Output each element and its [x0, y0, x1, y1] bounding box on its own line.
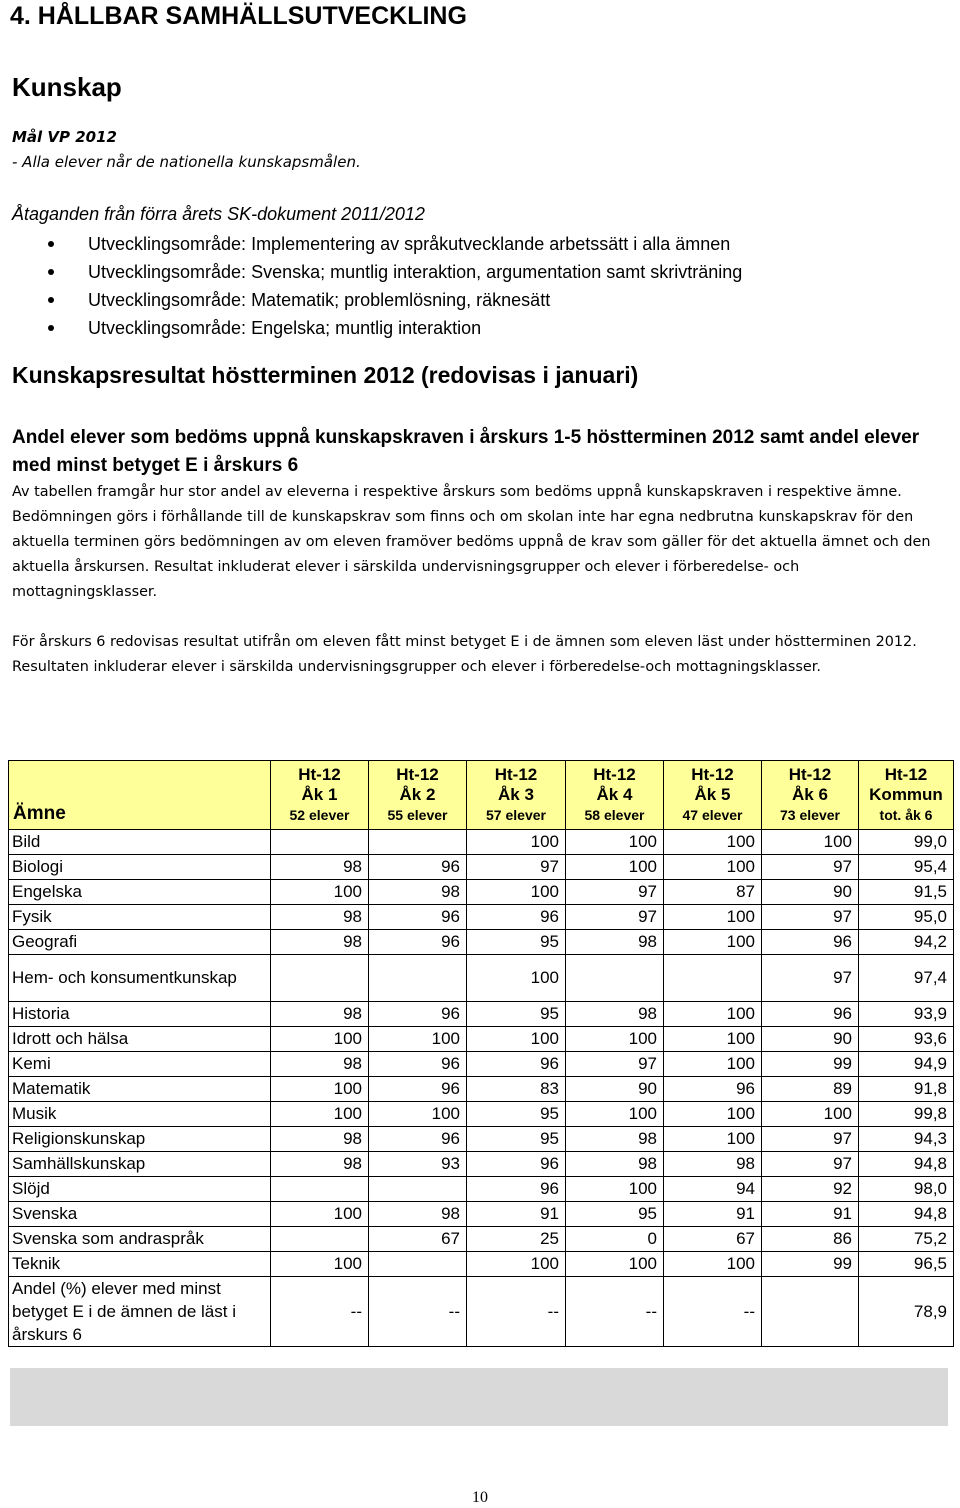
value-cell: 98: [271, 1152, 369, 1177]
results-table: [8, 760, 954, 1347]
commitment-text: Utvecklingsområde: Svenska; muntlig interaktion, argumentation samt skrivträning: [88, 262, 743, 282]
value-cell: 100: [566, 1027, 664, 1052]
table-row: [9, 1052, 954, 1077]
value-cell: [369, 1177, 467, 1202]
column-header-line2: Åk 1: [301, 785, 338, 804]
value-cell: 96: [369, 1127, 467, 1152]
table-row: [9, 955, 954, 1002]
table-row: [9, 880, 954, 905]
value-cell: [271, 1227, 369, 1252]
value-cell: [664, 955, 762, 1002]
value-cell: 91: [762, 1202, 859, 1227]
value-cell: 96: [467, 1152, 566, 1177]
value-cell: 100: [762, 1102, 859, 1127]
value-cell: 94,3: [859, 1127, 954, 1152]
commitment-text: Utvecklingsområde: Implementering av språkutvecklande arbetssätt i alla ämnen: [88, 234, 731, 254]
value-cell: 100: [664, 930, 762, 955]
section-heading: 4. HÅLLBAR SAMHÄLLSUTVECKLING: [10, 2, 467, 30]
value-cell: 100: [467, 880, 566, 905]
value-cell: 99,8: [859, 1102, 954, 1127]
value-cell: 97,4: [859, 955, 954, 1002]
value-cell: 96: [369, 905, 467, 930]
value-cell: 100: [271, 880, 369, 905]
value-cell: 100: [271, 1252, 369, 1277]
table-row: [9, 830, 954, 855]
value-cell: 95: [566, 1202, 664, 1227]
value-cell: 90: [762, 880, 859, 905]
column-header-line2: Åk 4: [596, 785, 633, 804]
value-cell: 98: [566, 1152, 664, 1177]
page-number: 10: [472, 1489, 488, 1506]
value-cell: 100: [664, 1002, 762, 1027]
bullet-icon: [48, 269, 54, 275]
value-cell: 96: [664, 1077, 762, 1102]
column-header-line3: 52 elever: [289, 807, 350, 823]
value-cell: 100: [566, 830, 664, 855]
commitments-list: [46, 230, 742, 342]
value-cell: 95: [467, 1127, 566, 1152]
value-cell: 98: [664, 1152, 762, 1177]
subject-cell: Teknik: [9, 1252, 271, 1277]
subject-cell: Kemi: [9, 1052, 271, 1077]
column-header-line3: tot. åk 6: [879, 807, 933, 823]
value-cell: 25: [467, 1227, 566, 1252]
value-cell: 89: [762, 1077, 859, 1102]
value-cell: 100: [467, 1027, 566, 1052]
value-cell: 67: [664, 1227, 762, 1252]
subject-cell: Geografi: [9, 930, 271, 955]
column-header-line3: 73 elever: [780, 807, 840, 823]
value-cell: 96: [369, 930, 467, 955]
value-cell: 100: [664, 905, 762, 930]
subject-cell: Historia: [9, 1002, 271, 1027]
value-cell: 93,6: [859, 1027, 954, 1052]
goal-title: Mål VP 2012: [12, 128, 117, 146]
table-row: [9, 1002, 954, 1027]
goal-text: - Alla elever når de nationella kunskapsmålen.: [12, 153, 361, 171]
value-cell: 100: [271, 1202, 369, 1227]
value-cell: --: [271, 1277, 369, 1347]
table-body: [9, 761, 954, 1347]
value-cell: 96: [369, 1002, 467, 1027]
value-cell: 100: [664, 1252, 762, 1277]
value-cell: 75,2: [859, 1227, 954, 1252]
table-row: [9, 930, 954, 955]
value-cell: [369, 1252, 467, 1277]
value-cell: 97: [762, 1152, 859, 1177]
column-header: [467, 761, 566, 830]
subject-cell: Biologi: [9, 855, 271, 880]
knowledge-heading: Kunskap: [12, 72, 122, 102]
value-cell: 99: [762, 1052, 859, 1077]
value-cell: 98: [566, 930, 664, 955]
bullet-icon: [48, 241, 54, 247]
value-cell: 100: [467, 830, 566, 855]
value-cell: 94,8: [859, 1202, 954, 1227]
value-cell: 94,8: [859, 1152, 954, 1177]
value-cell: 96: [369, 855, 467, 880]
table-row: [9, 1152, 954, 1177]
subject-column-header: Ämne: [9, 761, 271, 830]
commitment-text: Utvecklingsområde: Matematik; problemlösning, räknesätt: [88, 290, 551, 310]
table-row: [9, 1102, 954, 1127]
column-header-line1: Ht-12: [691, 765, 734, 784]
bullet-icon: [48, 297, 54, 303]
value-cell: --: [467, 1277, 566, 1347]
value-cell: [271, 830, 369, 855]
column-header: [859, 761, 954, 830]
value-cell: [369, 830, 467, 855]
value-cell: 98: [271, 1052, 369, 1077]
value-cell: 96: [369, 1077, 467, 1102]
column-header: [762, 761, 859, 830]
value-cell: 98: [369, 1202, 467, 1227]
value-cell: 97: [566, 880, 664, 905]
commitment-item: [46, 230, 742, 258]
subject-cell: Matematik: [9, 1077, 271, 1102]
value-cell: 97: [566, 905, 664, 930]
value-cell: --: [664, 1277, 762, 1347]
value-cell: 100: [369, 1102, 467, 1127]
table-row: [9, 1227, 954, 1252]
table-header-row: [9, 761, 954, 830]
value-cell: 98: [271, 1002, 369, 1027]
value-cell: 93,9: [859, 1002, 954, 1027]
value-cell: 97: [762, 855, 859, 880]
value-cell: 91: [664, 1202, 762, 1227]
table-row: [9, 855, 954, 880]
subject-cell: Idrott och hälsa: [9, 1027, 271, 1052]
value-cell: 96: [762, 1002, 859, 1027]
value-cell: 100: [566, 1102, 664, 1127]
value-cell: 97: [762, 905, 859, 930]
value-cell: 98: [271, 905, 369, 930]
value-cell: 97: [762, 955, 859, 1002]
value-cell: 98: [566, 1002, 664, 1027]
value-cell: 94: [664, 1177, 762, 1202]
value-cell: 95,4: [859, 855, 954, 880]
value-cell: 98: [271, 930, 369, 955]
value-cell: 100: [664, 1052, 762, 1077]
column-header: [664, 761, 762, 830]
column-header: [271, 761, 369, 830]
subject-cell: Svenska som andraspråk: [9, 1227, 271, 1252]
value-cell: 96,5: [859, 1252, 954, 1277]
value-cell: 95: [467, 1102, 566, 1127]
value-cell: 97: [566, 1052, 664, 1077]
column-header-line3: 57 elever: [486, 807, 546, 823]
value-cell: 100: [664, 855, 762, 880]
value-cell: 91: [467, 1202, 566, 1227]
bullet-icon: [48, 325, 54, 331]
table-row: [9, 1202, 954, 1227]
subject-cell: Engelska: [9, 880, 271, 905]
value-cell: 100: [566, 1252, 664, 1277]
column-header-line1: Ht-12: [788, 765, 832, 784]
table-row: [9, 1277, 954, 1347]
table-row: [9, 1252, 954, 1277]
value-cell: 87: [664, 880, 762, 905]
value-cell: 86: [762, 1227, 859, 1252]
value-cell: 100: [467, 955, 566, 1002]
value-cell: 96: [467, 1177, 566, 1202]
subject-cell: Bild: [9, 830, 271, 855]
value-cell: 95: [467, 1002, 566, 1027]
grade6-paragraph: För årskurs 6 redovisas resultat utifrån om eleven fått minst betyget E i de ämnen som eleven läst under höstterminen 2012. Resultaten inkluderar elever i särskilda undervisningsgrupper och elever i förberedelse-och mottagningsklasser.: [12, 634, 917, 675]
value-cell: [369, 955, 467, 1002]
commitment-item: [46, 286, 742, 314]
column-header-line2: Kommun: [869, 785, 943, 804]
column-header-line2: Åk 6: [792, 785, 828, 804]
value-cell: 98,0: [859, 1177, 954, 1202]
value-cell: --: [566, 1277, 664, 1347]
commitments-title: Åtaganden från förra årets SK-dokument 2011/2012: [12, 204, 425, 224]
value-cell: 97: [762, 1127, 859, 1152]
value-cell: 100: [664, 830, 762, 855]
table-row: [9, 905, 954, 930]
column-header-line1: Ht-12: [593, 765, 636, 784]
value-cell: 96: [467, 905, 566, 930]
column-header: [369, 761, 467, 830]
value-cell: 100: [664, 1027, 762, 1052]
subject-cell: Andel (%) elever med minst betyget E i de ämnen de läst i årskurs 6: [9, 1277, 271, 1347]
column-header-line1: Ht-12: [298, 765, 341, 784]
value-cell: 100: [369, 1027, 467, 1052]
value-cell: 98: [271, 1127, 369, 1152]
value-cell: --: [369, 1277, 467, 1347]
value-cell: 100: [271, 1027, 369, 1052]
subject-cell: Slöjd: [9, 1177, 271, 1202]
value-cell: [271, 955, 369, 1002]
gray-footer-bar: [10, 1368, 948, 1426]
value-cell: 97: [467, 855, 566, 880]
value-cell: 96: [369, 1052, 467, 1077]
table-row: [9, 1077, 954, 1102]
value-cell: 98: [566, 1127, 664, 1152]
table-row: [9, 1177, 954, 1202]
subject-cell: Religionskunskap: [9, 1127, 271, 1152]
value-cell: 67: [369, 1227, 467, 1252]
column-header-line1: Ht-12: [884, 765, 928, 784]
column-header-line1: Ht-12: [396, 765, 439, 784]
value-cell: 100: [664, 1127, 762, 1152]
table-row: [9, 1127, 954, 1152]
value-cell: 94,9: [859, 1052, 954, 1077]
column-header: [566, 761, 664, 830]
column-header-line3: 47 elever: [682, 807, 743, 823]
value-cell: 100: [664, 1102, 762, 1127]
value-cell: 100: [467, 1252, 566, 1277]
value-cell: 0: [566, 1227, 664, 1252]
value-cell: 100: [762, 830, 859, 855]
column-header-line2: Åk 3: [498, 785, 534, 804]
table-heading: Andel elever som bedöms uppnå kunskapskraven i årskurs 1-5 höstterminen 2012 samt andel elever med minst betyget E i årskurs 6: [12, 427, 920, 476]
results-heading: Kunskapsresultat höstterminen 2012 (redovisas i januari): [12, 362, 639, 388]
subject-cell: Fysik: [9, 905, 271, 930]
subject-cell: Hem- och konsumentkunskap: [9, 955, 271, 1002]
value-cell: [271, 1177, 369, 1202]
value-cell: 98: [369, 880, 467, 905]
value-cell: 96: [762, 930, 859, 955]
subject-cell: Musik: [9, 1102, 271, 1127]
value-cell: 91,8: [859, 1077, 954, 1102]
value-cell: 96: [467, 1052, 566, 1077]
value-cell: 100: [271, 1102, 369, 1127]
commitment-text: Utvecklingsområde: Engelska; muntlig interaktion: [88, 318, 482, 338]
value-cell: 99: [762, 1252, 859, 1277]
value-cell: 99,0: [859, 830, 954, 855]
subject-cell: Svenska: [9, 1202, 271, 1227]
column-header-line2: Åk 2: [399, 785, 436, 804]
value-cell: 83: [467, 1077, 566, 1102]
value-cell: 100: [566, 1177, 664, 1202]
value-cell: 92: [762, 1177, 859, 1202]
column-header-line3: 55 elever: [387, 807, 448, 823]
commitment-item: [46, 314, 742, 342]
value-cell: 98: [271, 855, 369, 880]
value-cell: 100: [566, 855, 664, 880]
column-header-line1: Ht-12: [494, 765, 538, 784]
column-header-line3: 58 elever: [584, 807, 645, 823]
value-cell: 90: [762, 1027, 859, 1052]
value-cell: 95,0: [859, 905, 954, 930]
value-cell: 93: [369, 1152, 467, 1177]
commitment-item: [46, 258, 742, 286]
value-cell: 78,9: [859, 1277, 954, 1347]
value-cell: 90: [566, 1077, 664, 1102]
table-row: [9, 1027, 954, 1052]
value-cell: 94,2: [859, 930, 954, 955]
intro-paragraph: Av tabellen framgår hur stor andel av eleverna i respektive årskurs som bedöms uppnå kunskapskraven i respektive ämne. Bedömningen görs i förhållande till de kunskapskrav som finns och om skolan inte har egna nedbrutna kunskapskrav för den aktuella terminen görs bedömningen av om eleven framöver bedöms uppnå de krav som gäller för det aktuella ämnet och den aktuella årskursen. Resultat inkluderat elever i särskilda undervisningsgrupper och elever i förberedelse- och mottagningsklasser.: [12, 484, 931, 600]
value-cell: 100: [271, 1077, 369, 1102]
value-cell: 91,5: [859, 880, 954, 905]
value-cell: 95: [467, 930, 566, 955]
value-cell: [566, 955, 664, 1002]
value-cell: [762, 1277, 859, 1347]
subject-cell: Samhällskunskap: [9, 1152, 271, 1177]
column-header-line2: Åk 5: [694, 785, 731, 804]
